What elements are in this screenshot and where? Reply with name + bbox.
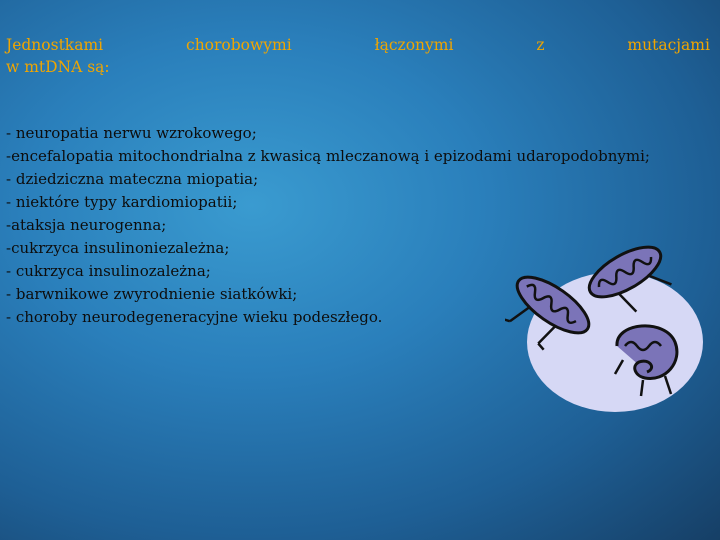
slide-title bbox=[6, 34, 710, 78]
list-item: - cukrzyca insulinozależna; bbox=[6, 262, 211, 280]
mitochondria-clipart-icon bbox=[505, 230, 715, 420]
title-word: Jednostkami bbox=[6, 36, 104, 54]
list-item: -cukrzyca insulinoniezależna; bbox=[6, 239, 230, 257]
title-word: mutacjami bbox=[627, 36, 710, 54]
title-line-2: w mtDNA są: bbox=[6, 58, 110, 76]
list-item: - barwnikowe zwyrodnienie siatkówki; bbox=[6, 285, 298, 303]
title-word: chorobowymi bbox=[186, 36, 292, 54]
list-item: -encefalopatia mitochondrialna z kwasicą mleczanową i epizodami udaropodobnymi; bbox=[6, 147, 650, 165]
list-item: -ataksja neurogenna; bbox=[6, 216, 167, 234]
title-word: łączonymi bbox=[374, 36, 454, 54]
list-item: - dziedziczna mateczna miopatia; bbox=[6, 170, 259, 188]
list-item: - neuropatia nerwu wzrokowego; bbox=[6, 124, 257, 142]
title-word: z bbox=[536, 36, 545, 54]
list-item: - choroby neurodegeneracyjne wieku podeszłego. bbox=[6, 308, 383, 326]
list-item: - niektóre typy kardiomiopatii; bbox=[6, 193, 238, 211]
title-line-1 bbox=[6, 34, 710, 56]
